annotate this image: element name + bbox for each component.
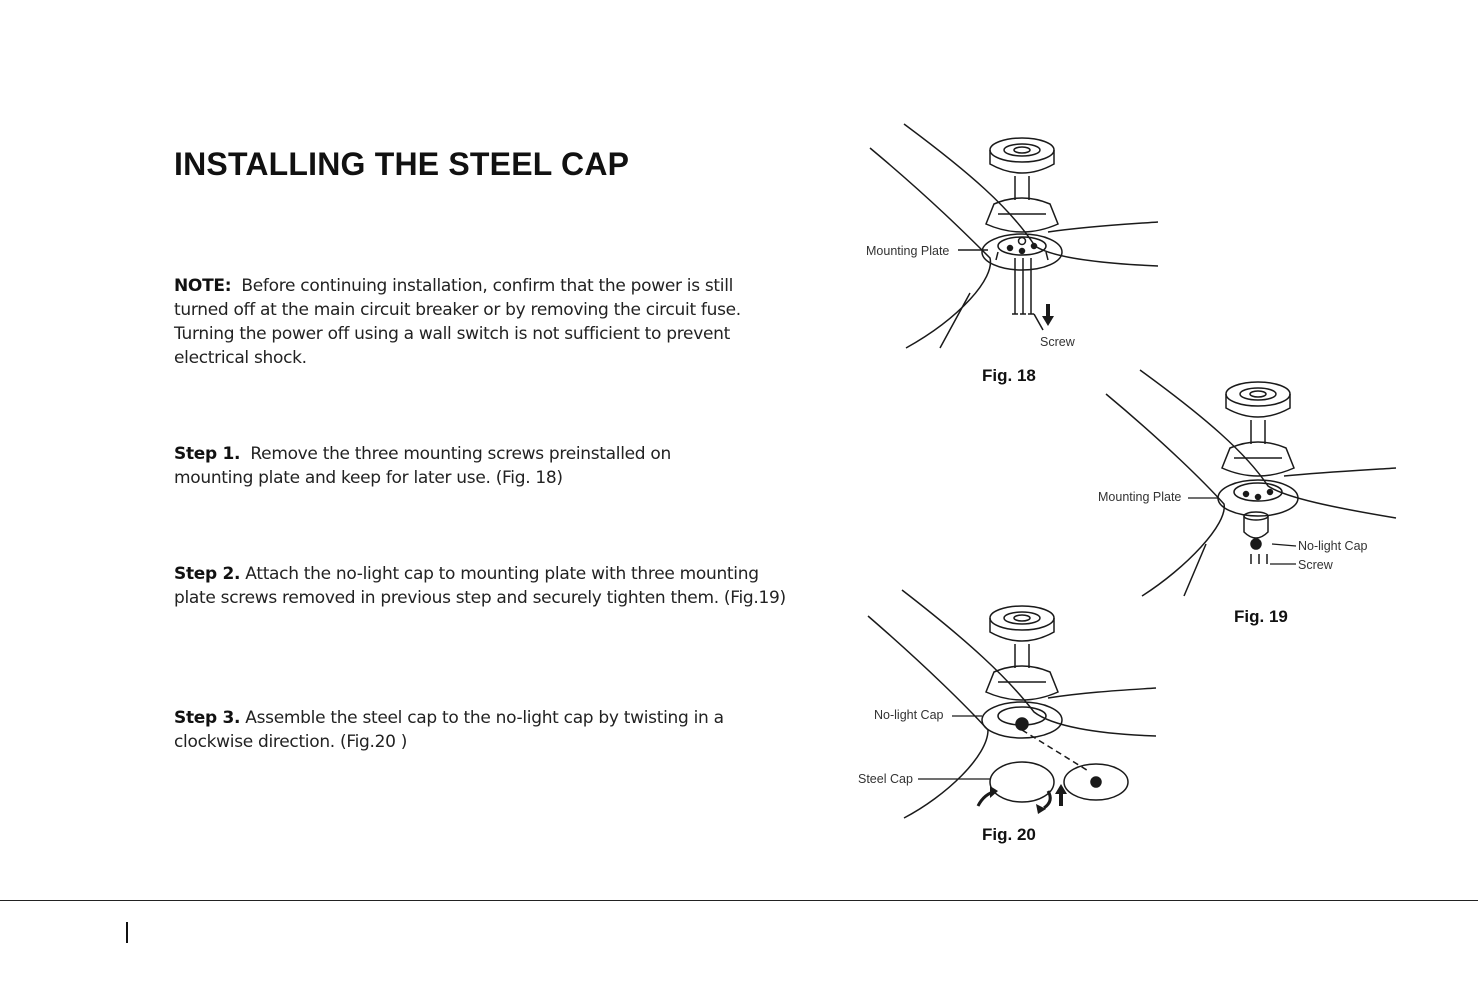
callout-no-light-cap: No-light Cap: [1298, 539, 1368, 553]
callout-mounting-plate: Mounting Plate: [1098, 490, 1182, 504]
callout-screw: Screw: [1298, 558, 1333, 572]
note-text: Before continuing installation, confirm that the power is still turned off at the main circuit breaker or by removing the circuit fuse. Turning the power off using a wall switch is not sufficient to prevent electrical shock.: [174, 276, 741, 368]
step-2-label: Step 2.: [174, 564, 241, 584]
step-3-label: Step 3.: [174, 708, 241, 728]
step-3-text: Assemble the steel cap to the no-light cap by twisting in a clockwise direction. (Fig.20 ): [174, 708, 724, 752]
note-label: NOTE:: [174, 276, 232, 296]
step-2: [174, 562, 804, 610]
figure-19-caption: Fig. 19: [1234, 607, 1288, 626]
page-title: INSTALLING THE STEEL CAP: [174, 146, 630, 182]
callout-mounting-plate: Mounting Plate: [866, 244, 950, 258]
figure-20-caption: Fig. 20: [982, 825, 1036, 844]
footer-page-marker: [126, 922, 128, 943]
step-1: [174, 442, 734, 490]
figure-18-caption: Fig. 18: [982, 366, 1036, 385]
callout-steel-cap: Steel Cap: [858, 772, 913, 786]
step-3: [174, 706, 784, 754]
note-paragraph: [174, 274, 784, 370]
callout-no-light-cap: No-light Cap: [874, 708, 944, 722]
figure-20: [856, 586, 1156, 848]
step-1-label: Step 1.: [174, 444, 241, 464]
callout-screw: Screw: [1040, 335, 1075, 349]
fan-illustration-18: [870, 124, 1158, 348]
down-arrow-icon: [1042, 304, 1054, 326]
step-1-text: Remove the three mounting screws preinstalled on mounting plate and keep for later use. (Fig. 18): [174, 444, 671, 488]
figure-18: [860, 118, 1180, 393]
footer-rule: [0, 900, 1478, 901]
fan-illustration-19: [1106, 370, 1396, 596]
step-2-text: Attach the no-light cap to mounting plate with three mounting plate screws removed in previous step and securely tighten them. (Fig.19): [174, 564, 786, 608]
